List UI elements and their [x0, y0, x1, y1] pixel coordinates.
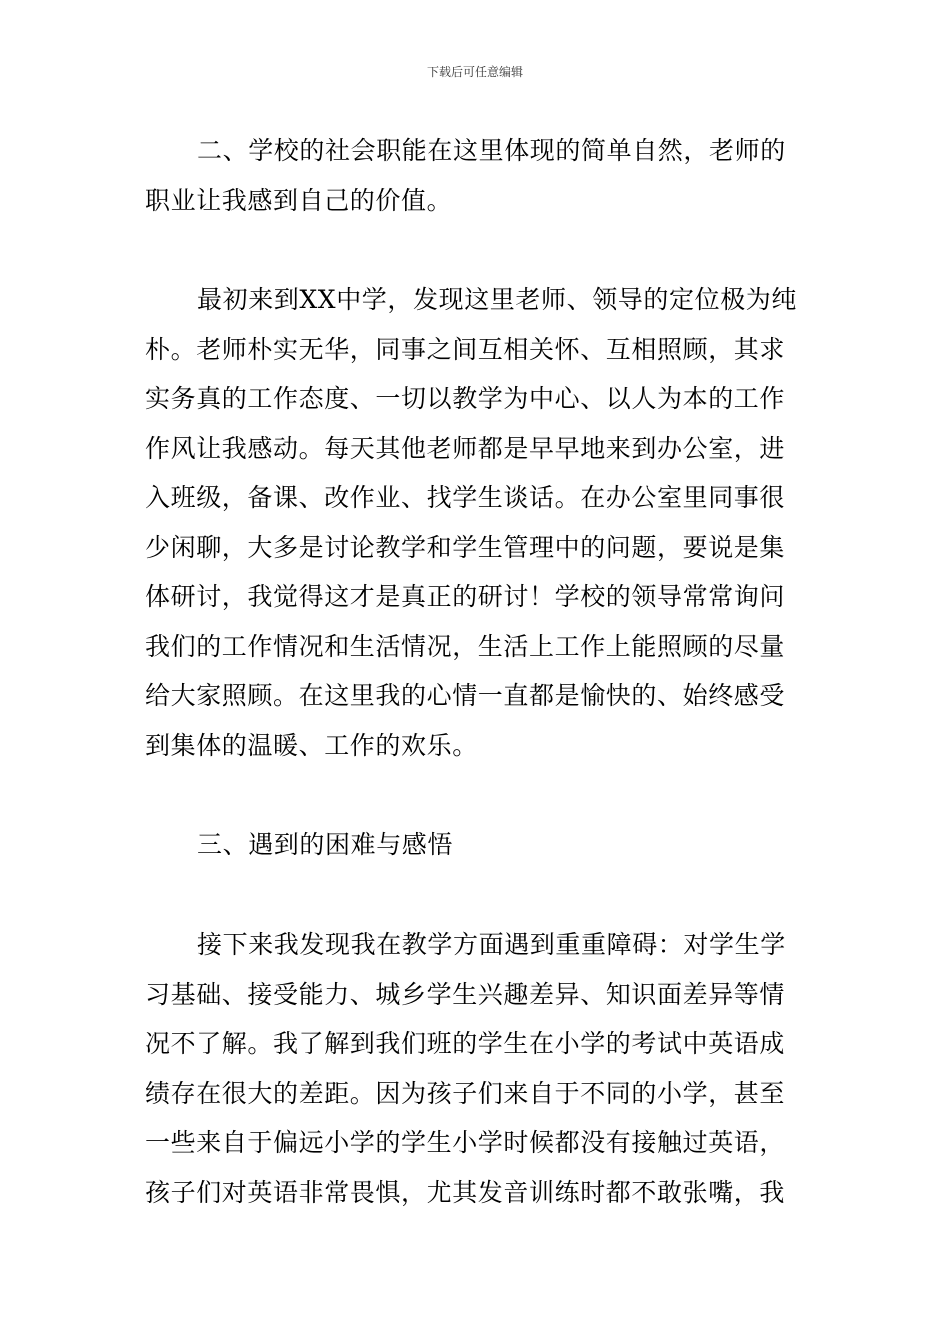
text-line: 体研讨，我觉得这才是真正的研讨！学校的领导常常询问 [145, 582, 786, 611]
text-line: 给大家照顾。在这里我的心情一直都是愉快的、始终感受 [145, 681, 786, 710]
text-line: 到集体的温暖、工作的欢乐。 [145, 730, 478, 760]
text-line: 况不了解。我了解到我们班的学生在小学的考试中英语成 [145, 1029, 786, 1058]
text-line: 我们的工作情况和生活情况，生活上工作上能照顾的尽量 [145, 631, 786, 661]
text-line: 作风让我感动。每天其他老师都是早早地来到办公室，进 [145, 433, 786, 463]
text-line: 职业让我感到自己的价值。 [145, 185, 453, 215]
text-line: 绩存在很大的差距。因为孩子们来自于不同的小学，甚至 [145, 1078, 786, 1108]
header-note: 下载后可任意编辑 [426, 65, 523, 79]
text-line: 朴。老师朴实无华，同事之间互相关怀、互相照顾，其求 [145, 334, 786, 364]
section-2-heading [145, 126, 807, 225]
text-line: 习基础、接受能力、城乡学生兴趣差异、知识面差异等情 [145, 979, 786, 1009]
text-line: 入班级，备课、改作业、找学生谈话。在办公室里同事很 [145, 483, 786, 512]
section-2-body [145, 275, 807, 770]
text-line: 三、遇到的困难与感悟 [197, 830, 454, 859]
text-line: 少闲聊，大多是讨论教学和学生管理中的问题，要说是集 [145, 532, 786, 562]
text-line: 一些来自于偏远小学的学生小学时候都没有接触过英语， [145, 1128, 786, 1157]
text-line: 接下来我发现我在教学方面遇到重重障碍：对学生学 [197, 930, 786, 959]
text-line: 二、学校的社会职能在这里体现的简单自然，老师的 [197, 136, 786, 165]
section-3-body [145, 920, 807, 1217]
text-line: 实务真的工作态度、一切以教学为中心、以人为本的工作 [145, 384, 786, 413]
section-3-heading [145, 820, 807, 870]
text-line: 最初来到XX中学，发现这里老师、领导的定位极为纯 [197, 285, 797, 314]
text-line: 孩子们对英语非常畏惧，尤其发音训练时都不敢张嘴，我 [145, 1177, 786, 1207]
